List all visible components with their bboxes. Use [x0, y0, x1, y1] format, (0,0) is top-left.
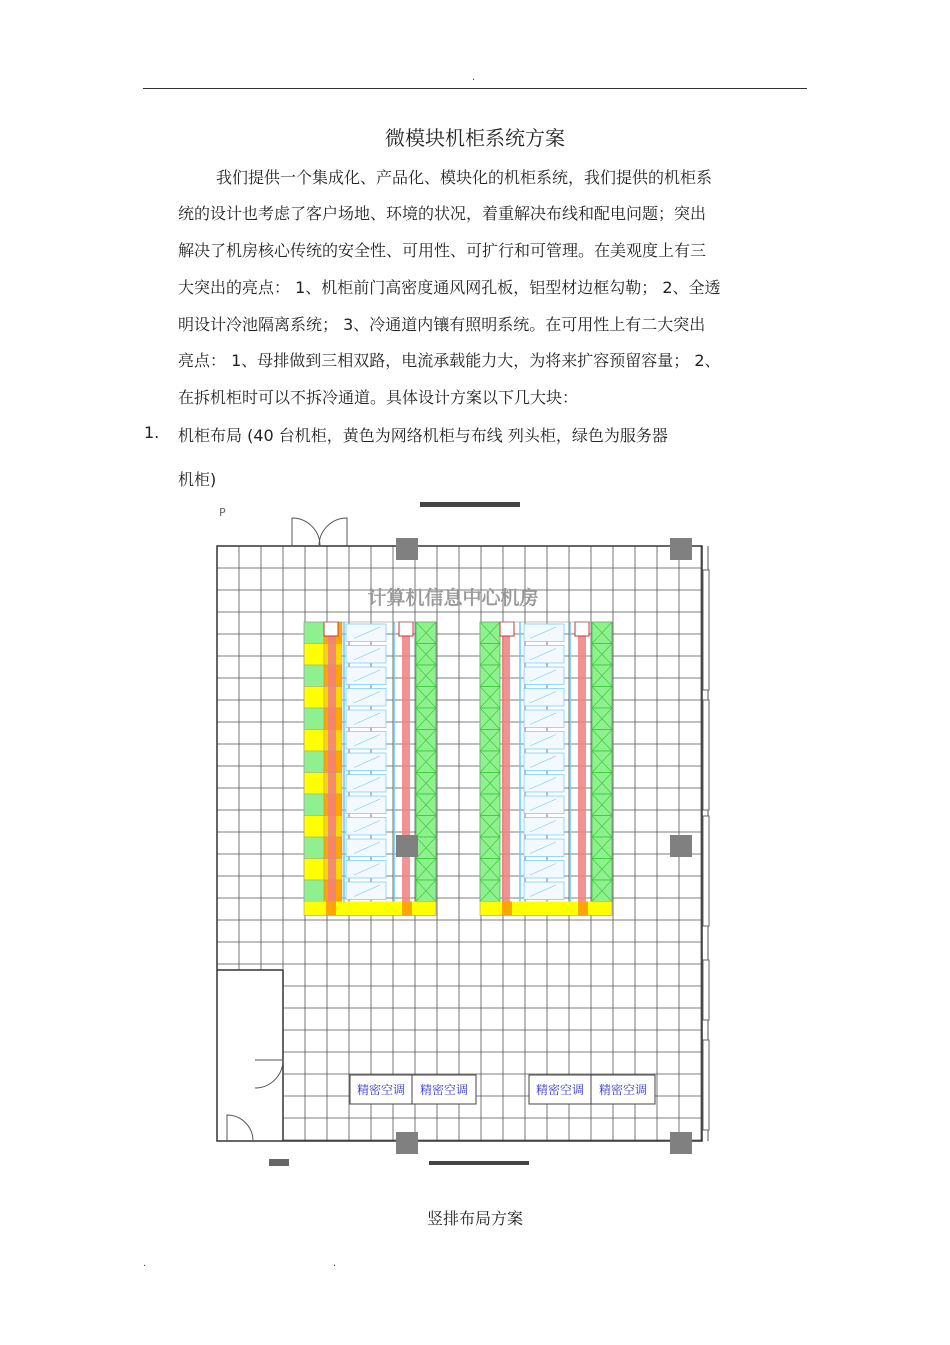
- corner-mark: P: [219, 506, 226, 519]
- row-footer: [480, 902, 612, 916]
- cold-aisle-cell: [524, 839, 564, 857]
- network-cabinet: [304, 665, 324, 687]
- cold-aisle-cell: [524, 753, 564, 771]
- window: [703, 570, 709, 690]
- document-title: 微模块机柜系统方案: [385, 126, 565, 150]
- ac-units: [350, 1075, 655, 1104]
- cold-aisle-cell: [524, 732, 564, 750]
- cold-aisle-cell: [524, 646, 564, 664]
- network-cabinet: [304, 751, 324, 773]
- cold-aisle-cell: [346, 882, 386, 900]
- cold-aisle-cell: [524, 818, 564, 836]
- network-cabinet: [304, 644, 324, 666]
- floor-plan-figure: [207, 500, 737, 1172]
- window: [703, 700, 709, 810]
- cold-aisle-cell: [346, 818, 386, 836]
- wall-label-bar: [269, 1159, 289, 1166]
- paragraph-line-3: 解决了机房核心传统的安全性、可用性、可扩行和可管理。在美观度上有三: [178, 241, 707, 260]
- network-cabinet: [304, 773, 324, 795]
- header-mark: .: [472, 72, 476, 83]
- pillar: [670, 538, 692, 560]
- cold-aisle-cell: [346, 646, 386, 664]
- cold-aisle-cell: [524, 861, 564, 879]
- window: [703, 816, 709, 926]
- window: [703, 960, 709, 1020]
- pillar: [396, 1132, 418, 1154]
- busbar: [578, 622, 586, 902]
- floor-grid: [217, 546, 702, 1141]
- row-footer-busbar: [326, 902, 336, 916]
- cold-aisle-cell: [524, 882, 564, 900]
- busbar: [402, 622, 410, 902]
- cold-aisle-cell: [346, 624, 386, 642]
- rack-head: [399, 622, 413, 636]
- busbar: [328, 622, 336, 902]
- cold-aisle-cell: [346, 839, 386, 857]
- footer-mark-right: .: [333, 1258, 337, 1269]
- cold-aisle-cell: [346, 753, 386, 771]
- wall-label-bar: [420, 502, 520, 507]
- cabinet-rows: [304, 622, 612, 916]
- cold-aisle-cell: [524, 775, 564, 793]
- paragraph-line-4: 大突出的亮点： 1、机柜前门高密度通风网孔板，铝型材边框勾勒； 2、全透: [178, 278, 721, 297]
- figure-caption: 竖排布局方案: [426, 1209, 523, 1228]
- network-cabinet: [304, 622, 324, 644]
- cold-aisle-cell: [346, 710, 386, 728]
- network-cabinet: [304, 880, 324, 902]
- paragraph-line-2: 统的设计也考虑了客户场地、环境的状况，着重解决布线和配电问题；突出: [178, 204, 707, 223]
- cold-aisle-cell: [524, 796, 564, 814]
- busbar: [502, 622, 510, 902]
- row-footer-busbar: [578, 902, 588, 916]
- paragraph-line-5: 明设计冷池隔离系统； 3、冷通道内镶有照明系统。在可用性上有二大突出: [178, 315, 706, 334]
- list-number: 1.: [144, 423, 160, 442]
- row-footer-busbar: [402, 902, 412, 916]
- cold-aisle-cell: [346, 796, 386, 814]
- network-cabinet: [304, 816, 324, 838]
- pillar: [670, 835, 692, 857]
- door-swing: [319, 518, 347, 546]
- cold-aisle-cell: [346, 689, 386, 707]
- row-footer-busbar: [502, 902, 512, 916]
- list-item-line-2: 机柜): [178, 470, 217, 489]
- rack-head: [500, 622, 514, 636]
- pillar: [396, 835, 418, 857]
- rack-head: [575, 622, 589, 636]
- network-cabinet: [304, 687, 324, 709]
- cold-aisle-cell: [524, 667, 564, 685]
- pillar: [670, 1132, 692, 1154]
- cold-aisle-cell: [524, 624, 564, 642]
- cabinet-block: [304, 622, 436, 916]
- footer-mark-left: .: [143, 1258, 147, 1269]
- pillar: [396, 538, 418, 560]
- rack-head: [324, 622, 338, 636]
- cold-aisle-cell: [346, 861, 386, 879]
- ac-unit-label-1: 精密空调: [356, 1083, 406, 1097]
- cold-aisle-cell: [346, 732, 386, 750]
- ac-unit-label-3: 精密空调: [535, 1083, 585, 1097]
- paragraph-line-7: 在拆机柜时可以不拆冷通道。具体设计方案以下几大块：: [178, 388, 579, 407]
- door-swing: [292, 518, 320, 546]
- cold-aisle-cell: [524, 689, 564, 707]
- cold-aisle-cell: [524, 710, 564, 728]
- network-cabinet: [304, 859, 324, 881]
- network-cabinet: [304, 730, 324, 752]
- ac-unit-label-4: 精密空调: [598, 1083, 648, 1097]
- window: [703, 1040, 709, 1130]
- network-cabinet: [304, 837, 324, 859]
- cold-aisle-cell: [346, 775, 386, 793]
- network-cabinet: [304, 794, 324, 816]
- list-item-line-1: 机柜布局 (40 台机柜，黄色为网络机柜与布线 列头柜，绿色为服务器: [178, 426, 668, 445]
- cabinet-block: [480, 622, 612, 916]
- wall-label-bar: [429, 1161, 529, 1165]
- paragraph-line-1: 我们提供一个集成化、产品化、模块化的机柜系统，我们提供的机柜系: [216, 168, 713, 187]
- door-swing: [255, 1060, 283, 1088]
- paragraph-line-6: 亮点： 1、母排做到三相双路，电流承载能力大，为将来扩容预留容量； 2、: [178, 351, 721, 370]
- header-rule: [143, 88, 807, 89]
- cold-aisle-cell: [346, 667, 386, 685]
- door-swing: [227, 1115, 253, 1141]
- ac-unit-label-2: 精密空调: [419, 1083, 469, 1097]
- network-cabinet: [304, 708, 324, 730]
- row-footer: [304, 902, 436, 916]
- room-label: 计算机信息中心机房: [367, 587, 539, 609]
